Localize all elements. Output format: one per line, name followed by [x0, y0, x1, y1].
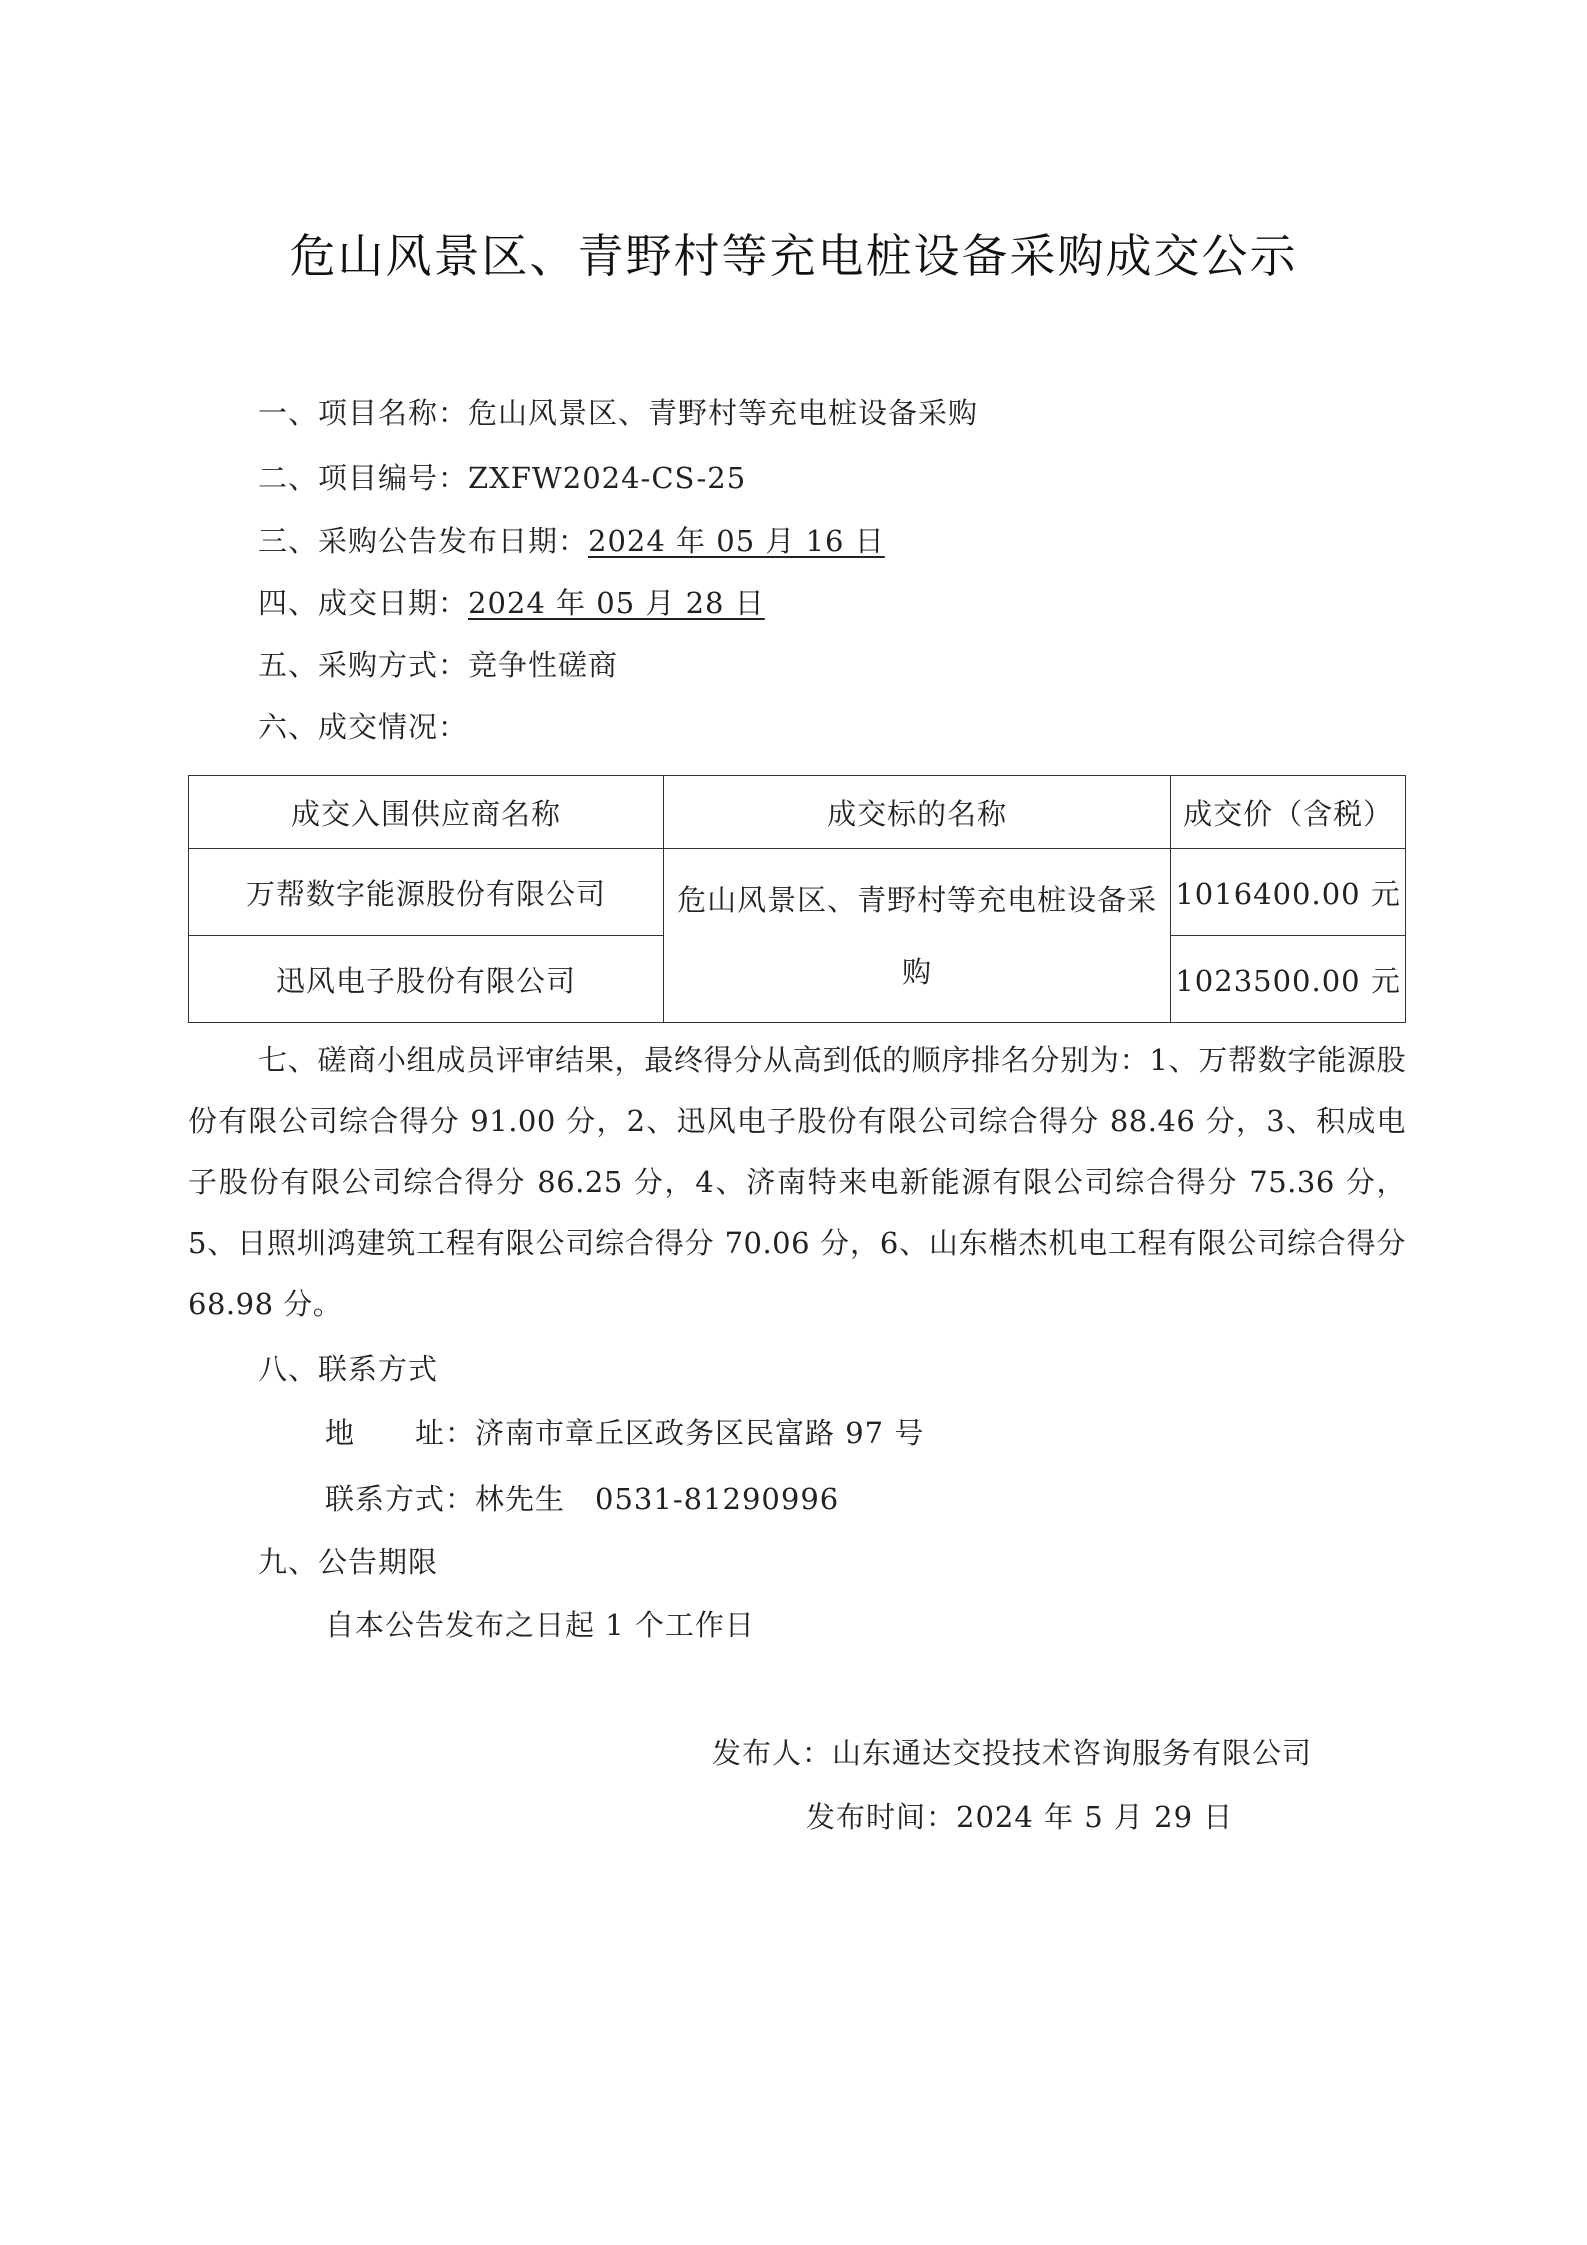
- notice-date-line: [258, 522, 885, 560]
- review-paragraph: 七、磋商小组成员评审结果，最终得分从高到低的顺序排名分别为：1、万帮数字能源股份有限公司综合得分 91.00 分，2、迅风电子股份有限公司综合得分 88.46 分，3、积成电子股份有限公司综合得分 86.25 分，4、济南特来电新能源有限公司综合得分 75.36 分，5、日照圳鸿建筑工程有限公司综合得分 70.06 分，6、山东楷杰机电工程有限公司综合得分 68.98 分。: [188, 1043, 1406, 1321]
- period-heading: 九、公告期限: [258, 1545, 439, 1579]
- period-text: 自本公告发布之日起 1 个工作日: [325, 1608, 755, 1642]
- deal-table: [188, 775, 1406, 1023]
- table-header-cell: 成交入围供应商名称: [189, 776, 664, 849]
- publisher-line: [712, 1734, 1312, 1772]
- project-code-line: [258, 459, 746, 497]
- page-title: 危山风景区、青野村等充电桩设备采购成交公示: [289, 229, 1298, 283]
- notice-date-label: 三、采购公告发布日期：: [258, 524, 589, 558]
- price-cell: 1016400.00 元: [1171, 849, 1406, 936]
- phone-value: 林先生 0531-81290996: [475, 1482, 840, 1516]
- project-name-line: [258, 394, 978, 432]
- phone-label: 联系方式：: [325, 1482, 476, 1516]
- deal-date-value: 2024 年 05 月 28 日: [468, 586, 765, 620]
- method-value: 竞争性磋商: [468, 648, 619, 682]
- project-code-value: ZXFW2024-CS-25: [468, 461, 747, 495]
- publish-time-label: 发布时间：: [806, 1800, 957, 1834]
- method-line: [258, 646, 618, 684]
- publisher-name: 山东通达交投技术咨询服务有限公司: [832, 1736, 1313, 1770]
- deal-status-line: [258, 708, 468, 746]
- deal-status-label: 六、成交情况：: [258, 710, 469, 744]
- publish-time-line: [806, 1798, 1233, 1836]
- publisher-label: 发布人：: [712, 1736, 833, 1770]
- address-value: 济南市章丘区政务区民富路 97 号: [475, 1416, 925, 1450]
- notice-date-value: 2024 年 05 月 16 日: [588, 524, 885, 558]
- publish-time-value: 2024 年 5 月 29 日: [956, 1800, 1234, 1834]
- project-name-value: 危山风景区、青野村等充电桩设备采购: [468, 396, 979, 430]
- project-name-label: 一、项目名称：: [258, 396, 469, 430]
- price-cell: 1023500.00 元: [1171, 936, 1406, 1023]
- phone-line: [325, 1480, 839, 1518]
- project-code-label: 二、项目编号：: [258, 461, 469, 495]
- address-label: 地 址：: [325, 1416, 476, 1450]
- subject-cell: 危山风景区、青野村等充电桩设备采购: [664, 849, 1171, 1023]
- deal-date-line: [258, 584, 765, 622]
- table-header-cell: 成交标的名称: [664, 776, 1171, 849]
- supplier-cell: 万帮数字能源股份有限公司: [189, 849, 664, 936]
- address-line: [325, 1414, 924, 1452]
- supplier-cell: 迅风电子股份有限公司: [189, 936, 664, 1023]
- table-row: [189, 849, 1406, 936]
- table-header-row: [189, 776, 1406, 849]
- table-header-cell: 成交价（含税）: [1171, 776, 1406, 849]
- method-label: 五、采购方式：: [258, 648, 469, 682]
- contact-heading: 八、联系方式: [258, 1352, 439, 1386]
- deal-date-label: 四、成交日期：: [258, 586, 469, 620]
